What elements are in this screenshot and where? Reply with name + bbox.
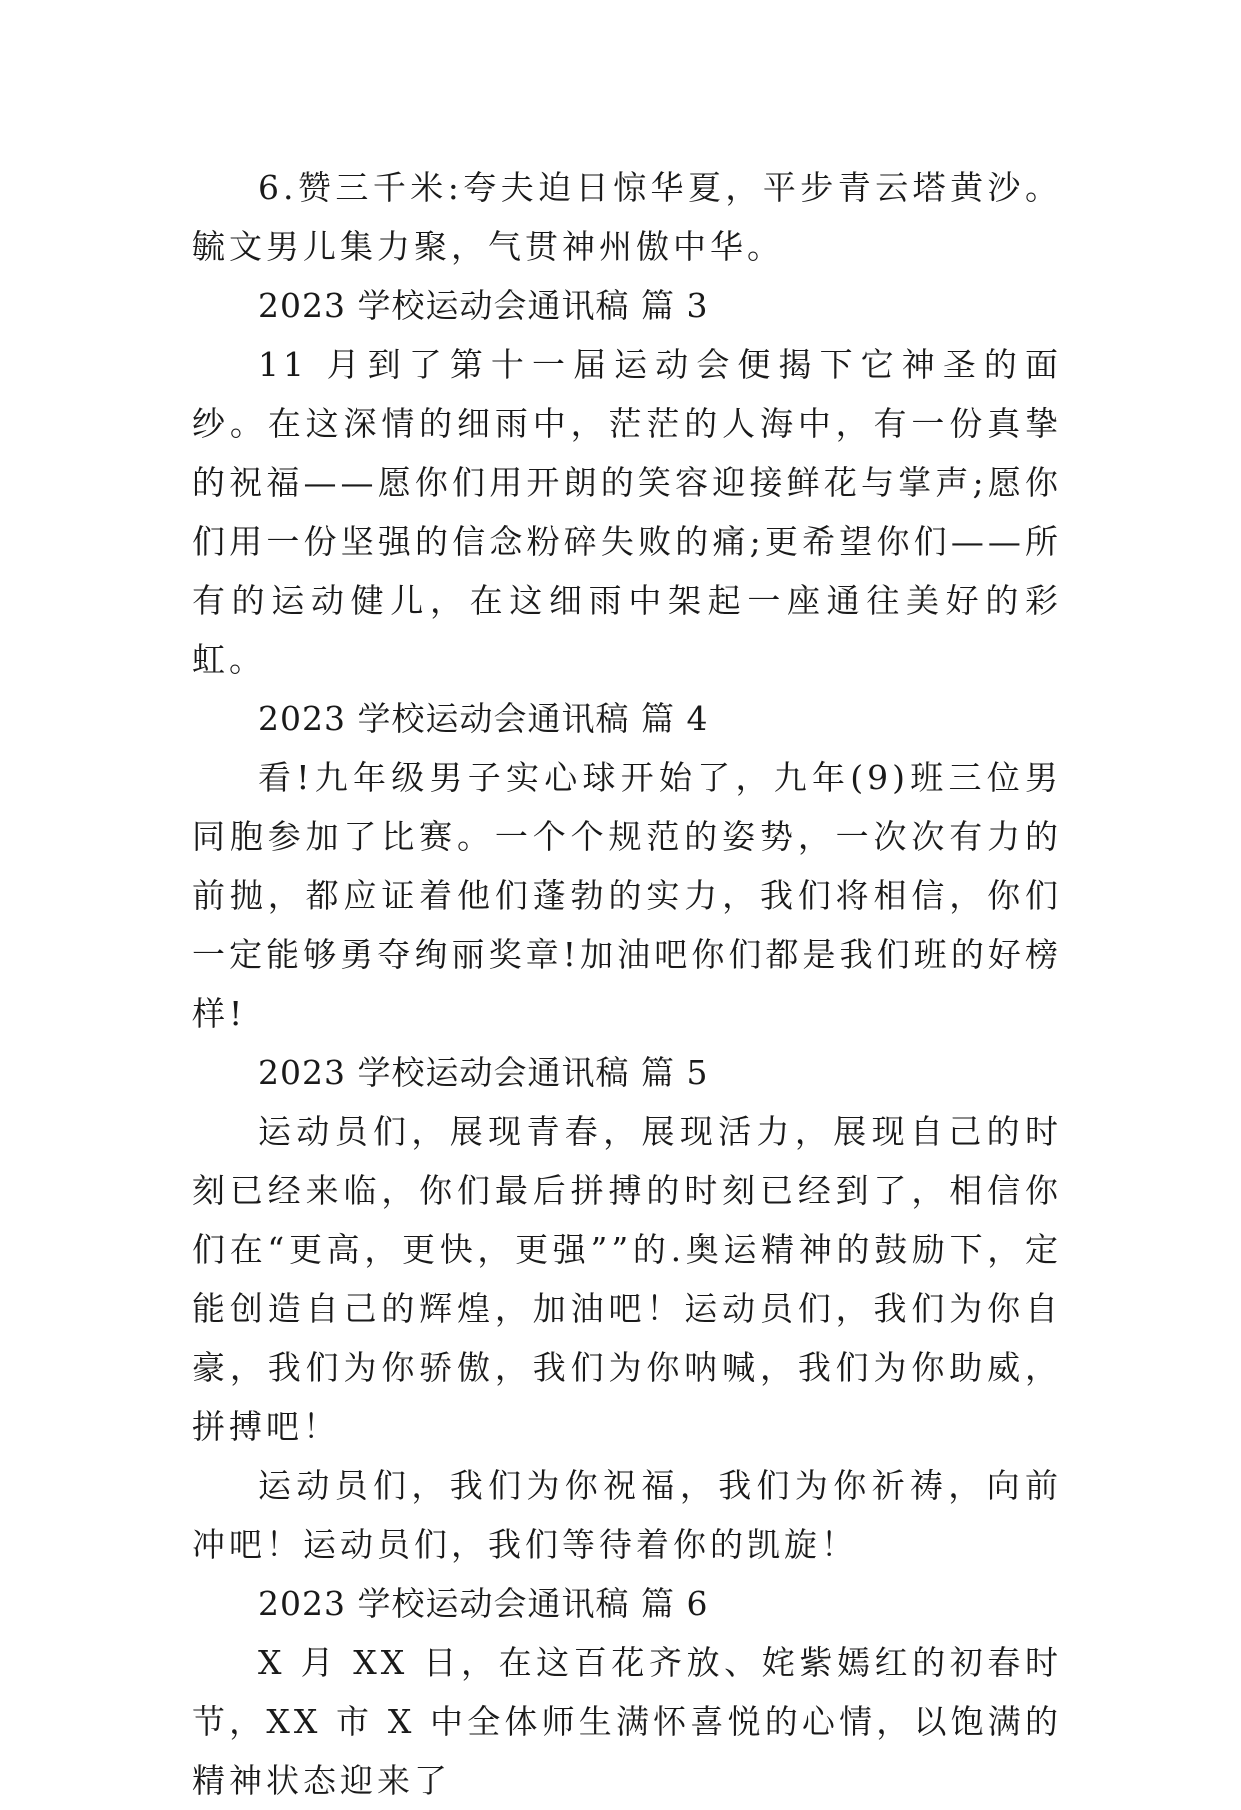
paragraph-section-6: X 月 XX 日，在这百花齐放、姹紫嫣红的初春时节，XX 市 X 中全体师生满怀喜悦的心情，以饱满的精神状态迎来了: [192, 1643, 1062, 1800]
paragraph-section-5-a: 运动员们，展现青春，展现活力，展现自己的时刻已经来临，你们最后拼搏的时刻已经到了，相信你们在“更高，更快，更强””的.奥运精神的鼓励下，定能创造自己的辉煌，加油吧！运动员们，我们为你自豪，我们为你骄傲，我们为你呐喊，我们为你助威，拼搏吧！: [192, 1112, 1062, 1446]
paragraph-section-4: 看!九年级男子实心球开始了，九年(9)班三位男同胞参加了比赛。一个个规范的姿势，一次次有力的前抛，都应证着他们蓬勃的实力，我们将相信，你们一定能够勇夺绚丽奖章!加油吧你们都是我们班的好榜样!: [192, 758, 1062, 1033]
section-heading-4: 2023 学校运动会通讯稿 篇 4: [258, 699, 709, 738]
section-heading-3: 2023 学校运动会通讯稿 篇 3: [258, 286, 709, 325]
section-heading-6: 2023 学校运动会通讯稿 篇 6: [258, 1584, 709, 1623]
section-heading-5: 2023 学校运动会通讯稿 篇 5: [258, 1053, 709, 1092]
paragraph-section-5-b: 运动员们，我们为你祝福，我们为你祈祷，向前冲吧！运动员们，我们等待着你的凯旋！: [192, 1466, 1062, 1564]
document-body: [192, 158, 1062, 1810]
paragraph-section-3: 11 月到了第十一届运动会便揭下它神圣的面纱。在这深情的细雨中，茫茫的人海中，有一份真挚的祝福——愿你们用开朗的笑容迎接鲜花与掌声;愿你们用一份坚强的信念粉碎失败的痛;更希望你们——所有的运动健儿，在这细雨中架起一座通往美好的彩虹。: [192, 345, 1062, 679]
paragraph-poem-3000m: 6.赞三千米:夸夫迫日惊华夏，平步青云塔黄沙。毓文男儿集力聚，气贯神州傲中华。: [192, 168, 1062, 266]
